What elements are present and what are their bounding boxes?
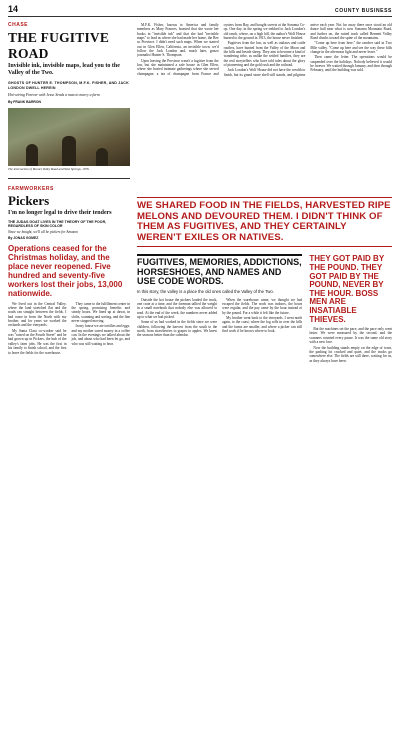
pickers-paragraph: They came to the fulfillment center in the spring, promising benefits and steady hours. We lined up at dawn, in shifts, scanning and sorting, and the line never stopped moving. xyxy=(71,301,130,324)
pull-quote-text: WE SHARED FOOD IN THE FIELDS, HARVESTED RIPE MELONS AND DEVOURED THEM. I DIDN'T THINK OF THEM AS FUGITIVES, AND THEY CERTAINLY WEREN'T EXILES OR NATIVES. xyxy=(137,200,391,243)
right-column xyxy=(137,17,392,567)
pickers-subhead: Since we bought, we'll all be pickers for Amazon xyxy=(8,229,78,234)
page-header xyxy=(8,4,392,17)
main-story-body xyxy=(137,23,392,191)
pickers-headline: Pickers xyxy=(8,192,50,208)
story-dek: Invisible ink, invisible maps, lead you to the Valley of the Two. xyxy=(8,63,120,77)
right-lower-body xyxy=(137,298,302,548)
story-headline: THE FUGITIVE ROAD xyxy=(8,30,110,61)
photo-figure xyxy=(26,144,38,166)
photo-caption: The intersection of Bonnet Valley Road and West Springs, 1976. xyxy=(8,166,90,171)
pickers-paragraph: In my house we ate tortillas and eggs, and my mother saved money in a coffee can. In the evenings we talked about the job, and about who had been let go, and who was still waiting to hear. xyxy=(71,324,130,346)
right-lower-narrow xyxy=(309,251,392,567)
photo-figure xyxy=(62,136,76,166)
inset-headline: THEY GOT PAID BY THE POUND. THEY GOT PAID BY THE POUND, NEVER BY THE HOUR. BOSS MEN ARE INSATIABLE THIEVES. xyxy=(309,254,385,324)
pickers-dek: I'm no longer legal to drive their tenders xyxy=(8,209,112,216)
inset-body xyxy=(309,327,392,567)
newspaper-page xyxy=(0,4,400,737)
story-paragraph: "Come up here from here," the rancher said in Two Mile valley. "Come up here and see the way these hills change in the afternoon light and never leave." xyxy=(310,41,392,55)
story-paragraph: Upon leaving the Province wasn't a fugitive from the law, but she maintained a safe house in Glen Ellen, where she hosted intimate gatherings where she served champagne, a tea of champagne from France and oysters from Bay, and bought sweets at the Sonoma Co-op. One day, in the spring we trekked to Jack London's old ranch, where, on a high hill, the author's Wolf House burned to the ground in 1913, the house never finished. xyxy=(137,23,306,76)
sidebar-subhead: In this story, the valley is a place the old ones called the Valley of the Two. xyxy=(137,288,274,294)
pickers-byline: THE JUDAS GOAT LIVES IN THE THEORY OF THE POOR, REGARDLESS OF SKIN COLOR xyxy=(8,219,107,228)
story-paragraph: M.F.K. Fisher, known to America and family members as Mary Frances, boasted that she wrote her books in "invisible ink" and that she had "invisible maps" to lead us where she had made her home, the Ree so Province. I didn't need such maps. When we started out in Glen Ellen, California, an invisible town, we'd follow the Jack London and, much later, gonzo journalist Hunter S. Thompson. xyxy=(137,23,219,58)
body-paragraph: When the warehouse came, we thought we had escaped the fields. The work was indoors, the hours were regular, and the pay came by the hour instead of by the pound. For a while it felt like the future. xyxy=(222,297,303,315)
sidebar xyxy=(137,254,302,293)
right-lower xyxy=(137,251,392,567)
photo-figure xyxy=(96,148,108,166)
story-paragraph: Then came the letter. The operations would be suspended over the holidays. Nobody believed it would be forever. We waited through January, and then through February, until the building was sold. xyxy=(310,55,392,73)
pickers-paragraph: My Santa Clara co-worker said he was "raised on the Fourth Street" and he had grown up in Pickers, the hub of the valley's farm jobs. He was the first in his family to finish school, and the first to leave the fields for the warehouse. xyxy=(8,328,67,355)
body-paragraph: Some of us had worked in the fields since we were children, following the harvest from the south to the north, from strawberries to grapes to apples. We knew the seasons better than the calendar. xyxy=(137,320,218,338)
top-section xyxy=(8,17,392,567)
story-signature: By FRANK BARRON xyxy=(8,99,41,104)
inset-paragraph: But the machines set the pace, and the pace only went faster. We were measured by the second, and the scanners counted every pause. It was the same old story with a new face. xyxy=(309,327,392,345)
left-column xyxy=(8,17,130,567)
pickers-paragraph: We lived out in the Central Valley, where the land stretched flat and the roads ran straight between the fields. I had come in from the North with my brother, and for years we worked the orchards and the vineyards. xyxy=(8,301,67,328)
right-lower-text xyxy=(137,251,302,567)
pickers-category: FARMWORKERS xyxy=(8,185,54,192)
pickers-signature: By JONAS GOMEZ xyxy=(8,235,39,240)
story-byline: GHOSTS OF HUNTER E. THOMPSON, M.F.K. FISHER, AND JACK LONDON DWELL HEREIN xyxy=(8,81,129,90)
story-subhead: Hot-wiring Forever with Jesse Sends a man to marry a farm xyxy=(8,93,100,98)
pull-quote xyxy=(137,197,392,247)
pickers-story xyxy=(8,178,130,355)
page-number: 14 xyxy=(8,4,19,14)
body-paragraph: My brother went back to the vineyards. I went north again, to the coast, where the fog rolls in over the hills and the farms are smaller, and where a picker can still find work if he knows where to look. xyxy=(222,315,303,333)
story-category: CHASE xyxy=(8,22,29,28)
sidebar-headline: FUGITIVES, MEMORIES, ADDICTIONS, HORSESHOES, AND NAMES AND USE CODE WORDS. xyxy=(137,257,302,287)
body-paragraph: Outside the hot house the pickers loaded the truck, one crate at a time, and the foreman tallied the weight in a small notebook that nobody else was allowed to read. At the end of the week, the numbers never added up to what we had picked. xyxy=(137,297,218,319)
story-photo xyxy=(8,108,130,166)
inset-paragraph: Now the building stands empty on the edge of town, the parking lot cracked and quiet, and the trucks go somewhere else. The fields are still there, waiting for us, as they always have been. xyxy=(309,345,392,363)
story-paragraph: Fugitives from the law, as well as outlaws and cattle rustlers, have hunted from the Valley of the Moon and the hills and beside sheep. They aim to become a kind of wandering tribe, as unlike the settled families, they are the real storytellers who have told tales about the glory of pioneering and the gold rush and the railroad. xyxy=(223,41,306,68)
story-paragraph: Jack London's Wolf House did not have the wealth to finish, but its grand stone shell still stands, and pilgrims arrive each year. Not far away there once stood an old dance hall near what is now Sonoma Mountain Road, and further on, the rutted track called Bennett Valley Road climbs toward the spine of the mountains. xyxy=(223,23,392,77)
publication-name: COUNTY BUSINESS xyxy=(335,8,392,14)
pickers-pull-quote: Operations ceased for the Christmas holiday, and the place never reopened. Five hundred and seventy-five workers lost their jobs, 13,000 nationwide. xyxy=(8,243,123,298)
pickers-body xyxy=(8,302,130,355)
